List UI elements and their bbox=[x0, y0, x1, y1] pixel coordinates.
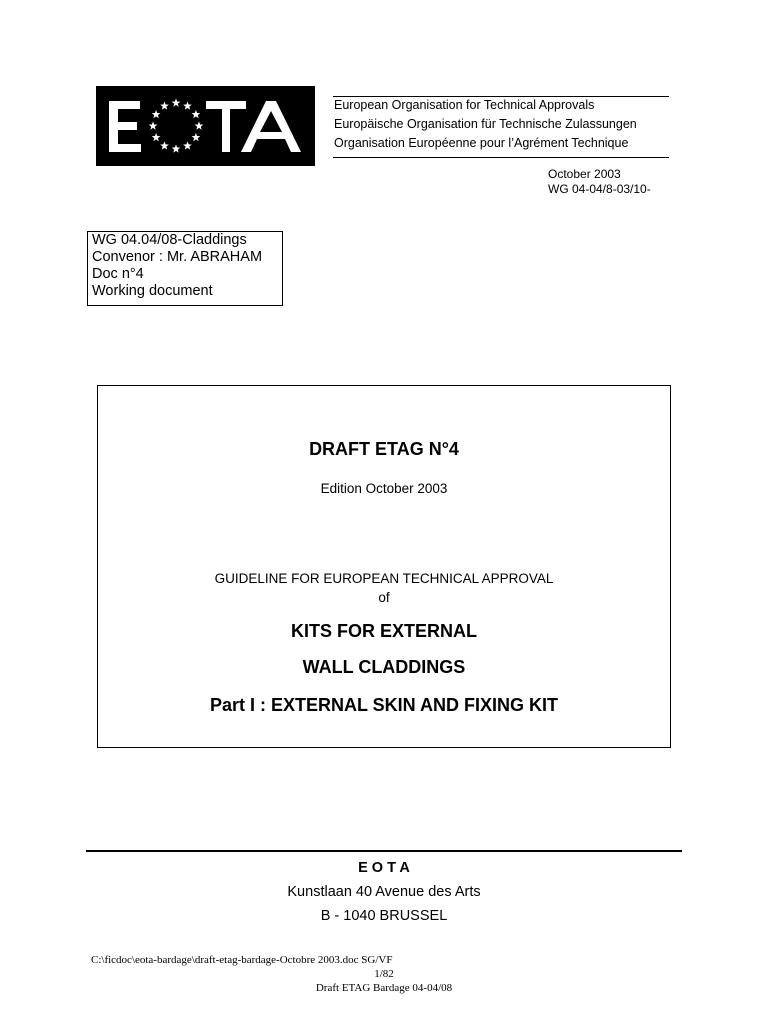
org-name-de: Europäische Organisation für Technische Zulassungen bbox=[334, 117, 637, 131]
address-street: Kunstlaan 40 Avenue des Arts bbox=[287, 884, 481, 900]
footer-rule bbox=[86, 850, 682, 852]
star-icon bbox=[152, 110, 161, 118]
wg-doc-number: Doc n°4 bbox=[92, 266, 144, 282]
kits-line-2: WALL CLADDINGS bbox=[302, 657, 466, 677]
kits-line-1: KITS FOR EXTERNAL bbox=[290, 621, 477, 641]
eu-stars-icon bbox=[149, 98, 204, 152]
of-line: of bbox=[378, 590, 390, 605]
org-name-en: European Organisation for Technical Approvals bbox=[334, 98, 595, 112]
working-group-box bbox=[87, 231, 283, 306]
star-icon bbox=[183, 141, 192, 149]
star-icon bbox=[195, 121, 204, 129]
wg-convenor: Convenor : Mr. ABRAHAM bbox=[92, 249, 263, 265]
star-icon bbox=[172, 98, 181, 106]
star-icon bbox=[172, 144, 181, 152]
draft-title: DRAFT ETAG N°4 bbox=[309, 439, 459, 459]
address-city: B - 1040 BRUSSEL bbox=[320, 908, 448, 924]
guideline-line: GUIDELINE FOR EUROPEAN TECHNICAL APPROVAL bbox=[214, 571, 554, 586]
footer-page-number: 1/82 bbox=[374, 968, 394, 980]
eota-logo-graphic bbox=[96, 86, 315, 166]
wg-status: Working document bbox=[92, 283, 213, 299]
address-name: E O T A bbox=[358, 860, 410, 876]
org-rule-bottom bbox=[333, 157, 669, 158]
star-icon bbox=[192, 133, 201, 141]
star-icon bbox=[149, 121, 158, 129]
star-icon bbox=[183, 101, 192, 109]
star-icon bbox=[160, 101, 169, 109]
eota-logo bbox=[96, 86, 315, 166]
footer-doc-name: Draft ETAG Bardage 04-04/08 bbox=[315, 982, 453, 994]
part-title: Part I : EXTERNAL SKIN AND FIXING KIT bbox=[209, 695, 559, 715]
footer-file-path: C:\ficdoc\eota-bardage\draft-etag-bardage-Octobre 2003.doc SG/VF bbox=[91, 954, 393, 966]
star-icon bbox=[192, 110, 201, 118]
org-name-fr: Organisation Européenne pour l’Agrément Technique bbox=[334, 136, 629, 150]
wg-name: WG 04.04/08-Claddings bbox=[92, 232, 247, 248]
edition-line: Edition October 2003 bbox=[320, 481, 448, 496]
star-icon bbox=[160, 141, 169, 149]
document-date: October 2003 bbox=[548, 167, 621, 181]
star-icon bbox=[152, 133, 161, 141]
document-reference: WG 04-04/8-03/10- bbox=[548, 182, 651, 196]
